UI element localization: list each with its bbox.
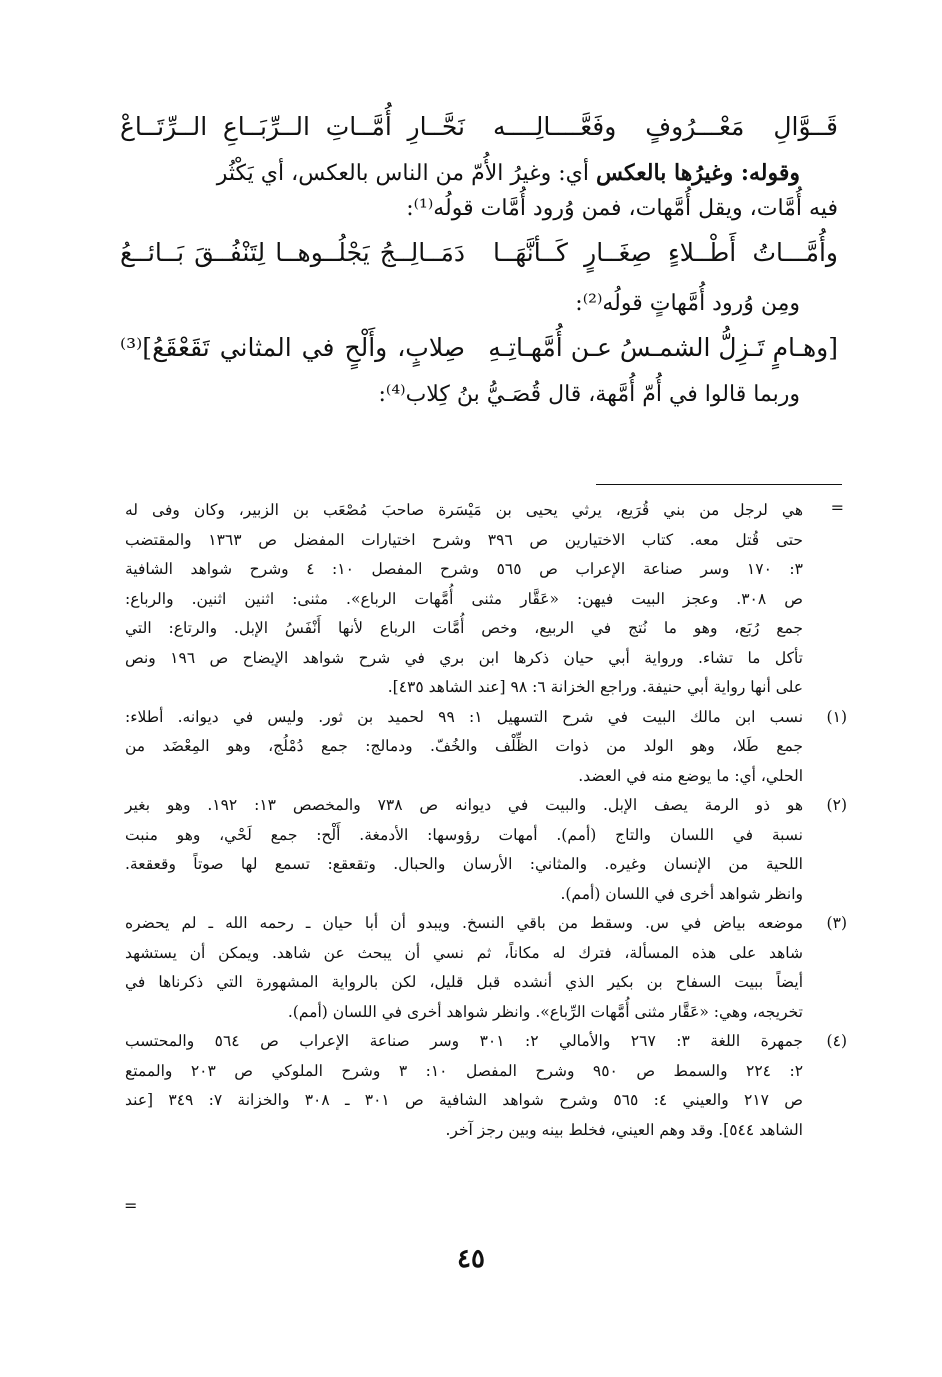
footnotes xyxy=(125,496,847,1145)
footnote-1 xyxy=(125,703,847,792)
verse-3-second-hemistich: صِلابٍ، وأَلْحٍ في المثاني تَقَعْقَعُ]⁽³⁾ xyxy=(120,333,465,362)
footnote-line: موضعه بياض في س. وسقط من باقي النسخ. ويبدو أن أبا حيان ـ رحمه الله ـ لم يحضره xyxy=(125,914,803,932)
footnote-line: شاهد على هذه المسألة، فترك له مكاناً، ثم نسي أن يبحث عن شاهد. ويمكن أن يستشهد xyxy=(125,943,803,962)
footnote-3-lines xyxy=(125,909,803,1027)
footnote-line: تأكل ما تشاء. ورواية أبي حيان ذكرها ابن بري في شرح شواهد الإيضاح ص ١٩٦ ونص xyxy=(125,648,803,667)
paragraph-1-line-2: فيه أُمَّات، ويقل أُمَّهات، فمن وُرود أُمَّات قولُه⁽¹⁾: xyxy=(406,196,838,221)
verse-3-first-hemistich: [وهـامٍ تَـزِلُّ الشمـسُ عـن أُمَّهـاتِـهِ xyxy=(488,333,838,362)
footnote-separator xyxy=(596,484,842,485)
footnote-line: الحلي، أي: ما يوضع منه في العضد. xyxy=(578,766,803,785)
footnote-1-number: (١) xyxy=(826,707,847,726)
paragraph-3: وربما قالوا في أُمّ أُمَّهة، قال قُصَـيُّ بنُ كِلاب⁽⁴⁾: xyxy=(378,382,800,407)
footnote-line: هي لرجل من بني قُرَيع، يرثي يحيى بن مَيْسَرة صاحبَ مُصْعَب بن الزبير، وكان وفى له xyxy=(125,501,803,519)
footnote-line: ص ٣٠٨. وعجز البيت فيهن: «عَقَّار مثنى أُمَّهات الرباع». مثنى: اثنين اثنين. والرباع: xyxy=(125,589,803,608)
footnote-line: نسبة في اللسان والتاج (أمم). أمهات رؤوسها: الأدمغة. أَلْح: جمع لَحْي، وهو منبت xyxy=(125,825,803,844)
main-text xyxy=(120,112,838,412)
footnote-line: جمع رُبَع، وهو ما نُتج في الربيع، وخص أُمَّات الرباع لأنها أَنْفَسُ الإبل. والرتاع: التي xyxy=(125,619,803,637)
page-number: ٤٥ xyxy=(457,1244,485,1274)
footnote-line: حتى قُتل معه. كتاب الاختيارين ص ٣٩٦ وشرح اختيارات المفضل ص ١٣٦٣ والمقتضب xyxy=(125,530,803,549)
paragraph-2: ومِن وُرود أُمَّهاتٍ قولُه⁽²⁾: xyxy=(575,291,800,316)
footnote-line: على أنها رواية أبي حنيفة. وراجع الخزانة ٦: ٩٨ [عند الشاهد ٤٣٥]. xyxy=(387,678,803,696)
paragraph-1-bold-phrase: وقوله: وغيرُها بالعكس xyxy=(596,160,800,186)
footnote-3-number: (٣) xyxy=(826,914,847,932)
footnote-4-number: (٤) xyxy=(826,1032,847,1050)
footnote-2-lines xyxy=(125,791,803,909)
footnote-line: تخريجه، وهي: «عَقَّار مثنى أُمَّهات الرِّباع». وانظر شواهد أخرى في اللسان (أمم). xyxy=(287,1002,803,1021)
footnote-line: جمع طَلا، وهو الولد من ذوات الظِّلْف والخُفّ. ودمالج: جمع دُمْلُج، وهو المِعْضَد من xyxy=(125,737,803,755)
footnote-end-mark: = xyxy=(124,1196,138,1215)
verse-1-first-hemistich: قَــوَّالِ مَعْـــرُوفٍ وفَعَّــــالِــــه xyxy=(493,112,838,141)
paragraph-1-line-1-rest: أي: وغيرُ الأُمّ من الناس بالعكس، أي يَكْثُر xyxy=(216,161,596,186)
footnote-2 xyxy=(125,791,847,909)
footnote-line: وانظر شواهد أخرى في اللسان (أمم). xyxy=(560,884,803,903)
footnote-continued-mark: = xyxy=(830,498,844,517)
footnote-line: ٢: ٢٢٤ والسمط ص ٩٥٠ وشرح المفصل ١٠: ٣ وشرح الملوكي ص ٢٠٣ والممتع xyxy=(125,1061,804,1080)
footnote-line: اللحية من الإنسان وغيره. والمثاني: الأرسان والحبال. وتقعقع: تسمع لها صوتاً وقعقعة. xyxy=(125,855,803,873)
footnote-3 xyxy=(125,909,847,1027)
verse-1-second-hemistich: نَحَّــارِ أُمَّــاتِ الــرِّبَــاعِ الــرِّتَــاعْ xyxy=(120,112,465,141)
verse-2-first-hemistich: وأُمَّـــاتُ أَطْــلاءٍ صِغَــارٍ كَــأنَّهَــا xyxy=(493,238,838,267)
footnote-4-lines xyxy=(125,1027,803,1145)
footnote-1-lines xyxy=(125,703,803,792)
footnote-line: ٣: ١٧٠ وسر صناعة الإعراب ص ٥٦٥ وشرح المفصل ١٠: ٤ وشرح شواهد الشافية xyxy=(125,560,803,578)
footnote-4 xyxy=(125,1027,847,1145)
footnote-line: جمهرة اللغة ٣: ٢٦٧ والأمالي ٢: ٣٠١ وسر صناعة الإعراب ص ٥٦٤ والمحتسب xyxy=(125,1032,803,1050)
verse-1 xyxy=(120,112,838,142)
footnote-line: هو ذو الرمة يصف الإبل. والبيت في ديوانه ص ٧٣٨ والمخصص ١٣: ١٩٢. وهو بغير xyxy=(125,796,804,814)
footnote-2-number: (٢) xyxy=(826,796,847,814)
footnote-continued xyxy=(125,496,847,703)
verse-2 xyxy=(120,238,838,268)
footnote-line: الشاهد ٥٤٤]. وقد وهم العيني، فخلط بينه وبين رجز آخر. xyxy=(445,1120,803,1139)
footnote-line: ص ٢١٧ والعيني ٤: ٥٦٥ وشرح شواهد الشافية ص ٣٠١ ـ ٣٠٨ والخزانة ٧: ٣٤٩ [عند xyxy=(125,1091,803,1109)
paragraph-1-line-1 xyxy=(120,156,838,191)
verse-3 xyxy=(120,333,838,363)
verse-2-second-hemistich: دَمَــالِــجُ يَجْلُــوهــا لِتَنْفُــقَ بَــائــعُ xyxy=(120,238,465,267)
footnote-line: أيضاً ببيت السفاح بن بكير الذي أنشده قبل قليل، لكن بالرواية المشهورة التي ذكرناها في xyxy=(125,973,803,991)
footnote-continued-lines xyxy=(125,496,803,703)
footnote-line: نسب ابن مالك البيت في شرح التسهيل ١: ٩٩ لحميد بن ثور. وليس في ديوانه. أطلاء: xyxy=(125,707,804,726)
